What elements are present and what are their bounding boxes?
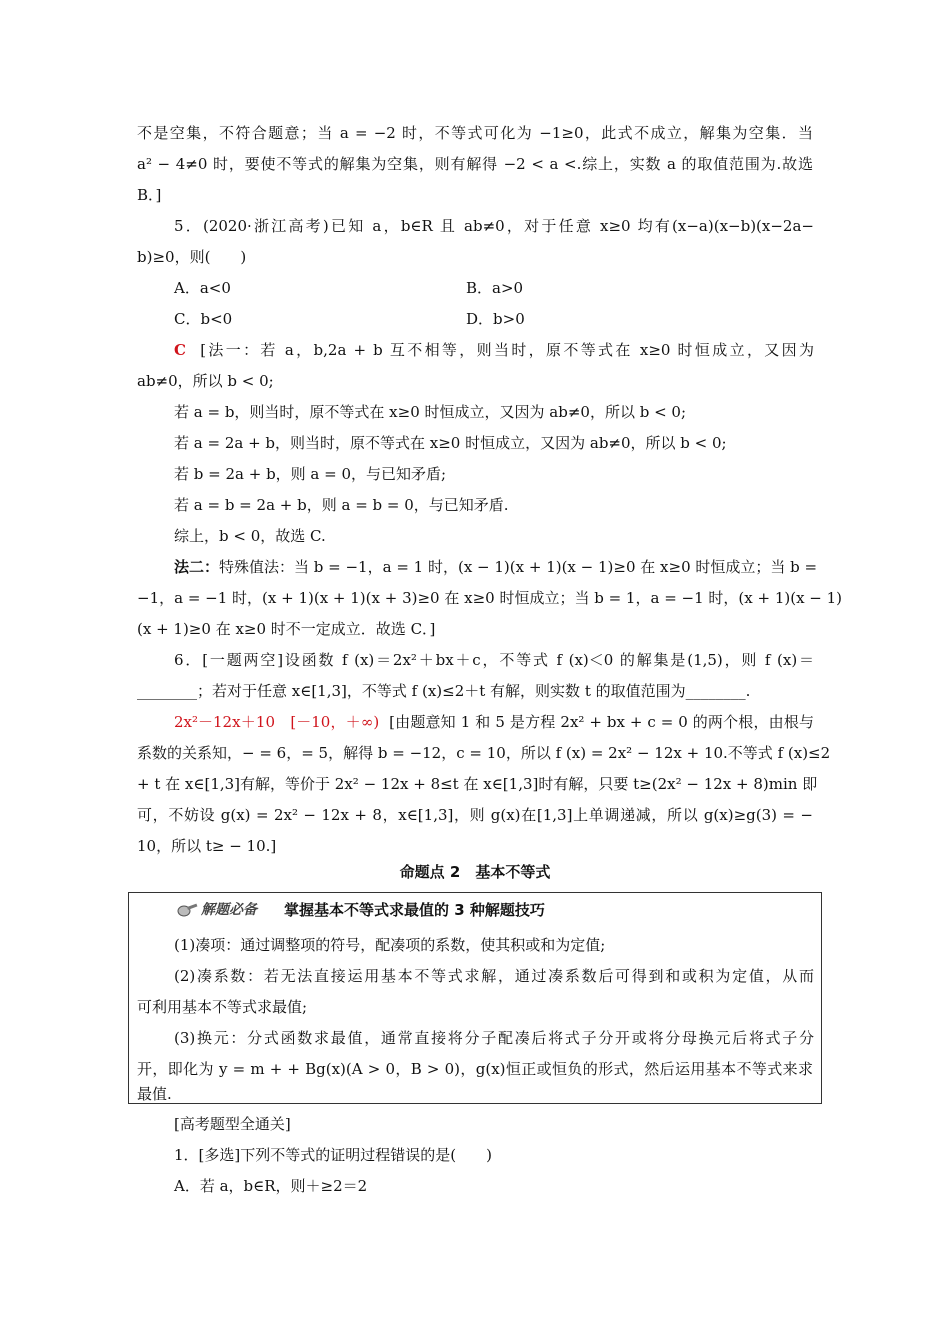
solution-text: [由题意知 1 和 5 是方程 2x² + bx + c = 0 的两个根，由根与	[389, 713, 815, 731]
solution-line	[174, 555, 818, 579]
question-5-stem: b)≥0，则( )	[137, 248, 247, 266]
tip-badge	[176, 898, 257, 922]
solution-line: 系数的关系知，− = 6，= 5，解得 b = −12，c = 10，所以 f (x) = 2x² − 12x + 10.不等式 f (x)≤2	[137, 744, 831, 762]
question-5-stem: 5．(2020·浙江高考)已知 a，b∈R 且 ab≠0，对于任意 x≥0 均有(x−a)(x−b)(x−2a−	[174, 217, 814, 235]
text-line: B．]	[137, 186, 162, 204]
answer-label: 2x²－12x＋10 [－10，＋∞)	[174, 713, 380, 731]
tip-line: 开，即化为 y = m + + Bg(x)(A > 0，B > 0)，g(x)恒正或恒负的形式，然后运用基本不等式来求	[137, 1060, 813, 1078]
solution-text: 特殊值法：当 b = −1，a = 1 时，(x − 1)(x + 1)(x − 1)≥0 在 x≥0 时恒成立；当 b =	[219, 558, 818, 576]
solution-text: [法一：若 a，b,2a + b 互不相等，则当时，原不等式在 x≥0 时恒成立，又因为	[200, 341, 814, 359]
option-a: A．a<0	[174, 279, 231, 297]
practice-option-a: A．若 a，b∈R，则＋≥2＝2	[174, 1177, 368, 1195]
answer-label: C	[174, 341, 186, 359]
solution-line: 综上，b < 0，故选 C.	[174, 527, 326, 545]
solution-line: 若 a = b，则当时，原不等式在 x≥0 时恒成立，又因为 ab≠0，所以 b < 0;	[174, 403, 687, 421]
solution-line: ab≠0，所以 b < 0;	[137, 372, 274, 390]
tip-title: 掌握基本不等式求最值的 3 种解题技巧	[284, 901, 545, 919]
solution-line: 若 a = b = 2a + b，则 a = b = 0，与已知矛盾.	[174, 496, 509, 514]
practice-question-1: 1．[多选]下列不等式的证明过程错误的是( )	[174, 1146, 492, 1164]
method-label: 法二：	[174, 558, 220, 576]
option-d: D．b>0	[466, 310, 525, 328]
tip-badge-label: 解题必备	[201, 902, 257, 918]
section-heading: 命题点 2 基本不等式	[399, 863, 551, 881]
tip-line: (2)凑系数：若无法直接运用基本不等式求解，通过凑系数后可得到和或积为定值，从而	[174, 967, 814, 985]
option-c: C．b<0	[174, 310, 233, 328]
pencil-hand-icon	[176, 902, 198, 918]
tip-line: 最值.	[137, 1085, 172, 1103]
text-line: 不是空集，不符合题意；当 a = −2 时，不等式可化为 −1≥0，此式不成立，解集为空集．当	[137, 124, 813, 142]
solution-line: 若 a = 2a + b，则当时，原不等式在 x≥0 时恒成立，又因为 ab≠0，所以 b < 0;	[174, 434, 727, 452]
solution-line	[174, 338, 814, 362]
tip-line: (1)凑项：通过调整项的符号，配凑项的系数，使其积或和为定值;	[174, 936, 606, 954]
solution-line: + t 在 x∈[1,3]有解，等价于 2x² − 12x + 8≤t 在 x∈[1,3]时有解，只要 t≥(2x² − 12x + 8)min 即	[137, 775, 818, 793]
solution-line: 可，不妨设 g(x) = 2x² − 12x + 8，x∈[1,3]，则 g(x)在[1,3]上单调递减，所以 g(x)≥g(3) = −	[137, 806, 813, 824]
option-b: B．a>0	[466, 279, 524, 297]
text-line: a² − 4≠0 时，要使不等式的解集为空集，则有解得 −2 < a <.综上，实数 a 的取值范围为.故选	[137, 155, 813, 173]
solution-line: (x + 1)≥0 在 x≥0 时不一定成立．故选 C．]	[137, 620, 436, 638]
solution-line: −1，a = −1 时，(x + 1)(x + 1)(x + 3)≥0 在 x≥0 时恒成立；当 b = 1，a = −1 时，(x + 1)(x − 1)	[137, 589, 843, 607]
tip-line: (3)换元：分式函数求最值，通常直接将分子配凑后将式子分开或将分母换元后将式子分	[174, 1029, 814, 1047]
practice-heading: [高考题型全通关]	[174, 1115, 291, 1133]
question-6-stem: 6．[一题两空]设函数 f (x)＝2x²＋bx＋c，不等式 f (x)＜0 的解集是(1,5)，则 f (x)＝	[174, 651, 814, 669]
solution-line: 10，所以 t≥ − 10.]	[137, 837, 277, 855]
tip-line: 可利用基本不等式求最值;	[137, 998, 308, 1016]
solution-line: 若 b = 2a + b，则 a = 0，与已知矛盾;	[174, 465, 447, 483]
solution-line	[174, 710, 814, 734]
question-6-stem: ________；若对于任意 x∈[1,3]，不等式 f (x)≤2＋t 有解，则实数 t 的取值范围为________.	[137, 682, 751, 700]
